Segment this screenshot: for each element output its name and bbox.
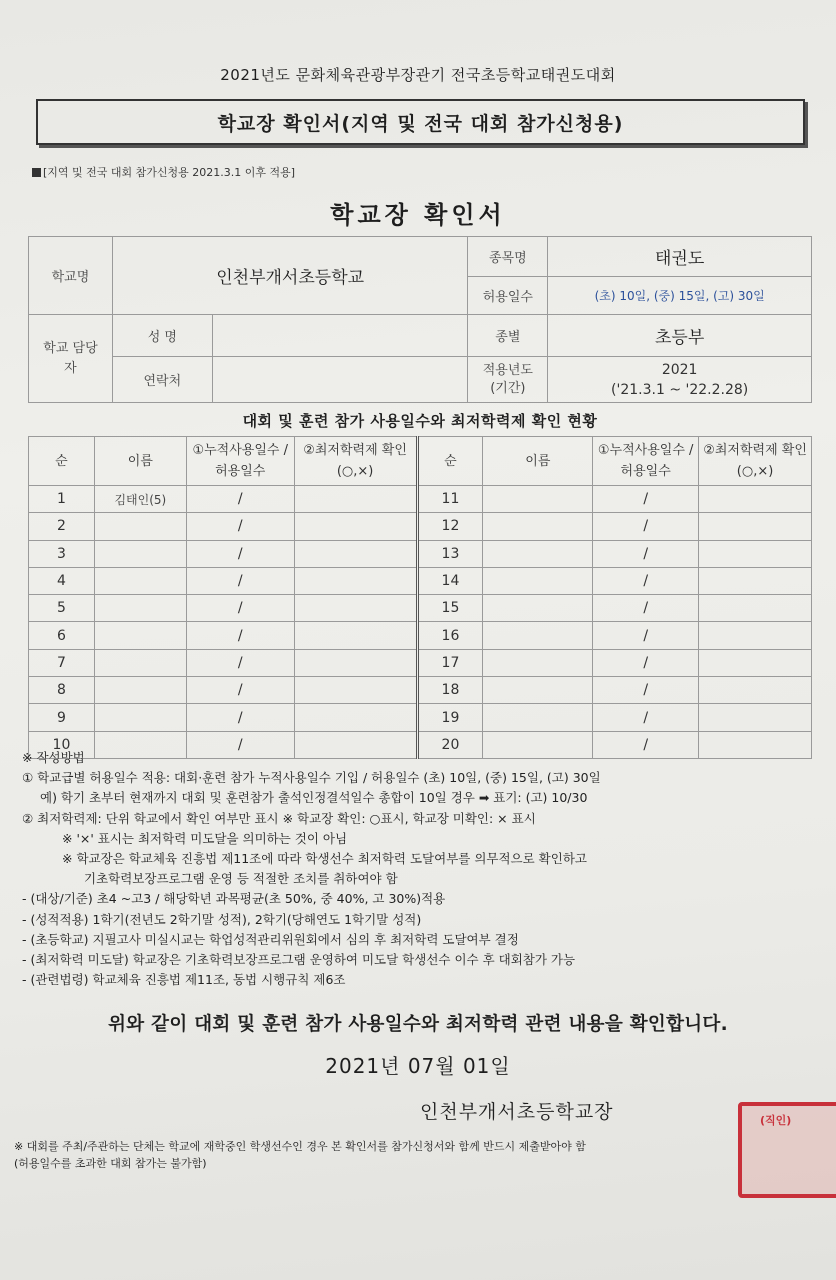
header-name: 이름 xyxy=(94,437,186,486)
row-name xyxy=(483,649,593,676)
school-label: 학교명 xyxy=(29,237,113,315)
usage-table xyxy=(28,436,812,759)
row-used: / xyxy=(186,622,294,649)
year-label: 적용년도 (기간) xyxy=(468,357,548,403)
row-num: 9 xyxy=(29,704,95,731)
instructions xyxy=(22,748,822,990)
footnote xyxy=(14,1138,824,1172)
row-used: / xyxy=(593,567,699,594)
row-name xyxy=(94,622,186,649)
row-num: 10 xyxy=(29,731,95,758)
row-num: 17 xyxy=(417,649,483,676)
row-used: / xyxy=(593,677,699,704)
table-row xyxy=(29,567,812,594)
row-academic xyxy=(294,486,417,513)
row-academic xyxy=(699,649,812,676)
square-bullet-icon xyxy=(32,168,41,177)
row-num: 14 xyxy=(417,567,483,594)
row-academic xyxy=(699,513,812,540)
header-name: 이름 xyxy=(483,437,593,486)
table-row xyxy=(29,704,812,731)
row-num: 20 xyxy=(417,731,483,758)
table-row xyxy=(29,622,812,649)
detail-target: - (대상/기준) 초4 ~고3 / 해당학년 과목평균(초 50%, 중 40%, 고 30%)적용 xyxy=(22,891,446,907)
row-name xyxy=(483,595,593,622)
seal-label: (직인) xyxy=(760,1114,792,1127)
row-name xyxy=(483,622,593,649)
row-academic xyxy=(294,704,417,731)
table-row xyxy=(29,486,812,513)
row-name xyxy=(483,704,593,731)
row-num: 3 xyxy=(29,540,95,567)
sport-label: 종목명 xyxy=(468,237,548,277)
row-name xyxy=(94,595,186,622)
row-num: 2 xyxy=(29,513,95,540)
row-name xyxy=(94,704,186,731)
row-used: / xyxy=(186,486,294,513)
name-value xyxy=(212,315,468,357)
name-label: 성 명 xyxy=(112,315,212,357)
detail-grades: - (성적적용) 1학기(전년도 2학기말 성적), 2학기(당해연도 1학기말 성적) xyxy=(22,911,422,927)
year-cell xyxy=(548,357,812,403)
row-used: / xyxy=(186,649,294,676)
row-used: / xyxy=(186,540,294,567)
year-value: 2021 xyxy=(661,361,698,378)
sport-value: 태권도 xyxy=(548,237,812,277)
boxed-title: 학교장 확인서(지역 및 전국 대회 참가신청용) xyxy=(36,99,805,145)
row-name xyxy=(94,513,186,540)
row-name xyxy=(483,513,593,540)
row-name xyxy=(483,567,593,594)
row-num: 6 xyxy=(29,622,95,649)
header-used: ①누적사용일수 /허용일수 xyxy=(593,437,699,486)
notice-line xyxy=(32,164,295,180)
category-value: 초등부 xyxy=(548,315,812,357)
note-1: ① 학교급별 허용일수 적용: 대회·훈련 참가 누적사용일수 기입 / 허용일수 (초) 10일, (중) 15일, (고) 30일 xyxy=(22,770,601,786)
row-used: / xyxy=(186,704,294,731)
row-num: 1 xyxy=(29,486,95,513)
row-academic xyxy=(699,704,812,731)
header-academic: ②최저학력제 확인(○,×) xyxy=(699,437,812,486)
header-num: 순 xyxy=(417,437,483,486)
note-2-duty-cont: 기초학력보장프로그램 운영 등 적절한 조치를 취하여야 함 xyxy=(84,871,398,887)
footnote-2: (허용일수를 초과한 대회 참가는 불가함) xyxy=(14,1157,207,1170)
row-academic xyxy=(294,622,417,649)
note-1-example: 예) 학기 초부터 현재까지 대회 및 훈련참가 출석인정결석일수 총합이 10일 경우 ➡ 표기: (고) 10/30 xyxy=(40,790,588,806)
row-num: 8 xyxy=(29,677,95,704)
footnote-1: ※ 대회를 주최/주관하는 단체는 학교에 재학중인 학생선수인 경우 본 확인서를 참가신청서와 함께 반드시 제출받아야 함 xyxy=(14,1140,586,1153)
row-academic xyxy=(294,677,417,704)
school-value: 인천부개서초등학교 xyxy=(112,237,467,315)
note-2-duty: ※ 학교장은 학교체육 진흥법 제11조에 따라 학생선수 최저학력 도달여부를 의무적으로 확인하고 xyxy=(62,851,587,867)
note-2-remark: ※ '×' 표시는 최저학력 미도달을 의미하는 것이 아님 xyxy=(62,830,348,846)
row-academic xyxy=(294,540,417,567)
row-academic xyxy=(294,649,417,676)
row-academic xyxy=(699,567,812,594)
row-num: 16 xyxy=(417,622,483,649)
row-num: 11 xyxy=(417,486,483,513)
principal-name: 인천부개서초등학교장 xyxy=(420,1101,614,1123)
contact-value xyxy=(212,357,468,403)
event-title: 2021년도 문화체육관광부장관기 전국초등학교태권도대회 xyxy=(220,66,616,84)
table-row xyxy=(29,513,812,540)
row-used: / xyxy=(593,731,699,758)
header-num: 순 xyxy=(29,437,95,486)
row-used: / xyxy=(186,513,294,540)
row-num: 18 xyxy=(417,677,483,704)
row-num: 15 xyxy=(417,595,483,622)
days-label: 허용일수 xyxy=(468,277,548,315)
row-academic xyxy=(699,622,812,649)
document-title: 학교장 확인서 xyxy=(330,201,506,229)
row-name: 김태인(5) xyxy=(94,486,186,513)
row-num: 7 xyxy=(29,649,95,676)
table-row xyxy=(29,595,812,622)
table-row xyxy=(29,540,812,567)
row-used: / xyxy=(593,649,699,676)
detail-below-min: - (최저학력 미도달) 학교장은 기초학력보장프로그램 운영하여 미도달 학생선수 이수 후 대회참가 가능 xyxy=(22,952,576,968)
detail-law: - (관련법령) 학교체육 진흥법 제11조, 동법 시행규칙 제6조 xyxy=(22,972,346,988)
section-title: 대회 및 훈련 참가 사용일수와 최저학력제 확인 현황 xyxy=(242,411,598,430)
days-value: (초) 10일, (중) 15일, (고) 30일 xyxy=(548,277,812,315)
row-used: / xyxy=(186,595,294,622)
row-name xyxy=(94,649,186,676)
row-academic xyxy=(699,486,812,513)
row-academic xyxy=(294,567,417,594)
row-num: 13 xyxy=(417,540,483,567)
row-academic xyxy=(699,595,812,622)
note-2: ② 최저학력제: 단위 학교에서 확인 여부만 표시 ※ 학교장 확인: ○표시, 학교장 미확인: × 표시 xyxy=(22,810,536,826)
manager-label: 학교 담당자 xyxy=(29,315,113,403)
notes-heading: ※ 작성방법 xyxy=(22,750,85,765)
row-used: / xyxy=(593,622,699,649)
category-label: 종별 xyxy=(468,315,548,357)
row-used: / xyxy=(593,486,699,513)
row-used: / xyxy=(186,567,294,594)
row-num: 5 xyxy=(29,595,95,622)
notice-text: [지역 및 전국 대회 참가신청용 2021.3.1 이후 적용] xyxy=(43,166,296,179)
year-period: ('21.3.1 ~ '22.2.28) xyxy=(611,381,749,398)
table-header-row xyxy=(29,437,812,486)
contact-label: 연락처 xyxy=(112,357,212,403)
table-row xyxy=(29,649,812,676)
header-academic: ②최저학력제 확인(○,×) xyxy=(294,437,417,486)
signing-date: 2021년 07월 01일 xyxy=(325,1054,511,1078)
row-name xyxy=(94,567,186,594)
row-used: / xyxy=(186,677,294,704)
row-num: 12 xyxy=(417,513,483,540)
table-row xyxy=(29,677,812,704)
row-name xyxy=(483,677,593,704)
row-num: 4 xyxy=(29,567,95,594)
row-used: / xyxy=(593,513,699,540)
row-academic xyxy=(294,513,417,540)
row-name xyxy=(483,486,593,513)
row-name xyxy=(483,540,593,567)
row-used: / xyxy=(593,540,699,567)
row-used: / xyxy=(593,595,699,622)
confirmation-statement: 위와 같이 대회 및 훈련 참가 사용일수와 최저학력 관련 내용을 확인합니다. xyxy=(108,1014,728,1035)
info-table xyxy=(28,236,812,403)
row-used: / xyxy=(186,731,294,758)
row-academic xyxy=(699,540,812,567)
row-name xyxy=(94,677,186,704)
row-academic xyxy=(294,595,417,622)
header-used: ①누적사용일수 /허용일수 xyxy=(186,437,294,486)
row-num: 19 xyxy=(417,704,483,731)
row-academic xyxy=(699,677,812,704)
row-name xyxy=(94,540,186,567)
detail-elementary: - (초등학교) 지필고사 미실시교는 학업성적관리위원회에서 심의 후 최저학력 도달여부 결정 xyxy=(22,931,519,947)
row-used: / xyxy=(593,704,699,731)
